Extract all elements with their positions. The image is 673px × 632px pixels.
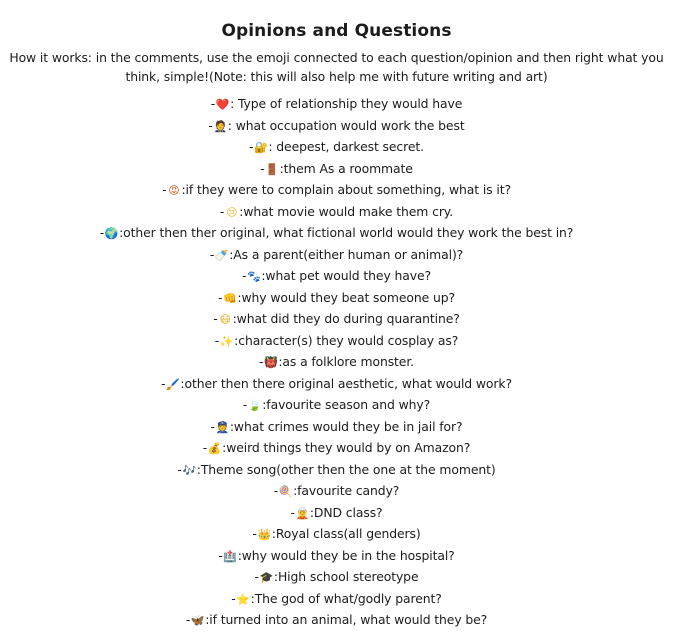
red-heart-icon: ❤️ [215, 98, 230, 111]
question-item [0, 202, 673, 224]
question-text: :what pet would they have? [261, 268, 431, 283]
question-text: :DND class? [309, 504, 383, 520]
crying-face-icon: 😢 [226, 205, 238, 219]
face-with-medical-mask-icon: 😷 [219, 313, 231, 326]
paint-brush-icon: 🖌️ [166, 377, 180, 391]
bullet-dash: - [273, 483, 279, 498]
question-item [0, 288, 673, 310]
question-text: :why would they be in the hospital? [237, 547, 455, 563]
question-item [0, 352, 673, 374]
question-text: :favourite season and why? [262, 397, 431, 412]
question-item [0, 438, 673, 460]
elf-icon: 🧝 [295, 506, 310, 520]
question-text: :what did they do during quarantine? [232, 311, 460, 326]
bullet-dash: - [213, 311, 218, 326]
door-icon: 🚪 [265, 162, 279, 176]
question-text: :Royal class(all genders) [271, 526, 421, 541]
bullet-dash: - [260, 160, 265, 176]
question-text: :as a folklore monster. [278, 354, 415, 369]
bullet-dash: - [177, 461, 182, 477]
bullet-dash: - [210, 418, 215, 434]
bullet-dash: - [290, 504, 295, 520]
bullet-dash: - [242, 397, 248, 412]
question-item [0, 266, 673, 288]
question-item [0, 417, 673, 439]
bullet-dash: - [252, 526, 257, 541]
lollipop-icon: 🍭 [278, 485, 293, 498]
leaves-icon: 🍃 [247, 399, 262, 412]
question-text: :The god of what/godly parent? [250, 590, 442, 606]
raised-fist-icon: 👊 [223, 291, 237, 305]
musical-notes-icon: 🎶 [182, 463, 197, 477]
question-text: : what occupation would work the best [227, 117, 465, 133]
baby-bottle-icon: 🍼 [214, 248, 229, 262]
star-icon: ⭐ [236, 592, 250, 606]
question-item [0, 610, 673, 632]
question-item [0, 503, 673, 525]
question-text: :what movie would make them cry. [239, 203, 454, 219]
question-item [0, 137, 673, 159]
question-item [0, 589, 673, 611]
question-text: :High school stereotype [273, 569, 419, 584]
bullet-dash: - [208, 117, 213, 133]
bullet-dash: - [241, 268, 247, 283]
question-text: :weird things they would by on Amazon? [222, 440, 471, 455]
bullet-dash: - [99, 225, 105, 240]
question-item [0, 245, 673, 267]
question-text: :Theme song(other then the one at the moment) [196, 461, 496, 477]
question-text: :if they were to complain about something, what is it? [181, 182, 511, 197]
question-text: :what crimes would they be in jail for? [229, 418, 463, 434]
question-item [0, 481, 673, 503]
pouting-face-icon: 😡 [168, 184, 180, 197]
bullet-dash: - [185, 612, 191, 627]
question-text: :why would they beat someone up? [237, 289, 455, 305]
question-text: :if turned into an animal, what would they be? [205, 612, 488, 627]
question-text: : Type of relationship they would have [230, 96, 463, 111]
bullet-dash: - [258, 354, 264, 369]
crown-icon: 👑 [257, 528, 272, 541]
globe-icon: 🌍 [104, 227, 119, 240]
ogre-icon: 👹 [264, 356, 278, 369]
question-text: :them As a roommate [279, 160, 413, 176]
question-text: : deepest, darkest secret. [268, 139, 424, 154]
bullet-dash: - [161, 375, 166, 391]
question-item [0, 524, 673, 546]
question-item [0, 395, 673, 417]
hospital-icon: 🏥 [223, 549, 237, 563]
question-text: :favourite candy? [293, 483, 400, 498]
question-item [0, 116, 673, 138]
bullet-dash: - [210, 96, 216, 111]
question-text: :other then there original aesthetic, what would work? [180, 375, 512, 391]
question-item [0, 223, 673, 245]
page-title: Opinions and Questions [221, 21, 452, 41]
bullet-dash: - [209, 246, 215, 262]
bullet-dash: - [218, 547, 223, 563]
paw-prints-icon: 🐾 [247, 270, 261, 283]
bullet-dash: - [202, 440, 208, 455]
person-in-tuxedo-icon: 🤵 [213, 119, 228, 133]
question-text: :character(s) they would cosplay as? [234, 332, 459, 348]
bullet-dash: - [249, 139, 254, 154]
money-bag-icon: 💰 [207, 442, 222, 455]
locked-with-key-icon: 🔐 [254, 141, 268, 154]
graduation-cap-icon: 🎓 [259, 571, 274, 584]
bullet-dash: - [162, 182, 167, 197]
police-officer-icon: 👮 [215, 420, 230, 434]
butterfly-icon: 🦋 [190, 614, 205, 627]
bullet-dash: - [214, 332, 220, 348]
bullet-dash: - [218, 289, 223, 305]
question-item [0, 94, 673, 116]
question-item [0, 331, 673, 353]
bullet-dash: - [231, 590, 236, 606]
question-item [0, 309, 673, 331]
question-item [0, 460, 673, 482]
question-item [0, 546, 673, 568]
instructions-text: How it works: in the comments, use the emoji connected to each question/opinion and then right what you think, simple!(Note: this will also help me with future writing and art) [9, 50, 664, 84]
question-list [0, 94, 673, 632]
question-item [0, 567, 673, 589]
sparkles-wand-icon: ✨ [219, 334, 234, 348]
question-text: :As a parent(either human or animal)? [229, 246, 464, 262]
bullet-dash: - [219, 203, 225, 219]
question-item [0, 180, 673, 202]
bullet-dash: - [254, 569, 259, 584]
question-item [0, 159, 673, 181]
question-item [0, 374, 673, 396]
question-text: :other then ther original, what fictional world would they work the best in? [119, 225, 574, 240]
